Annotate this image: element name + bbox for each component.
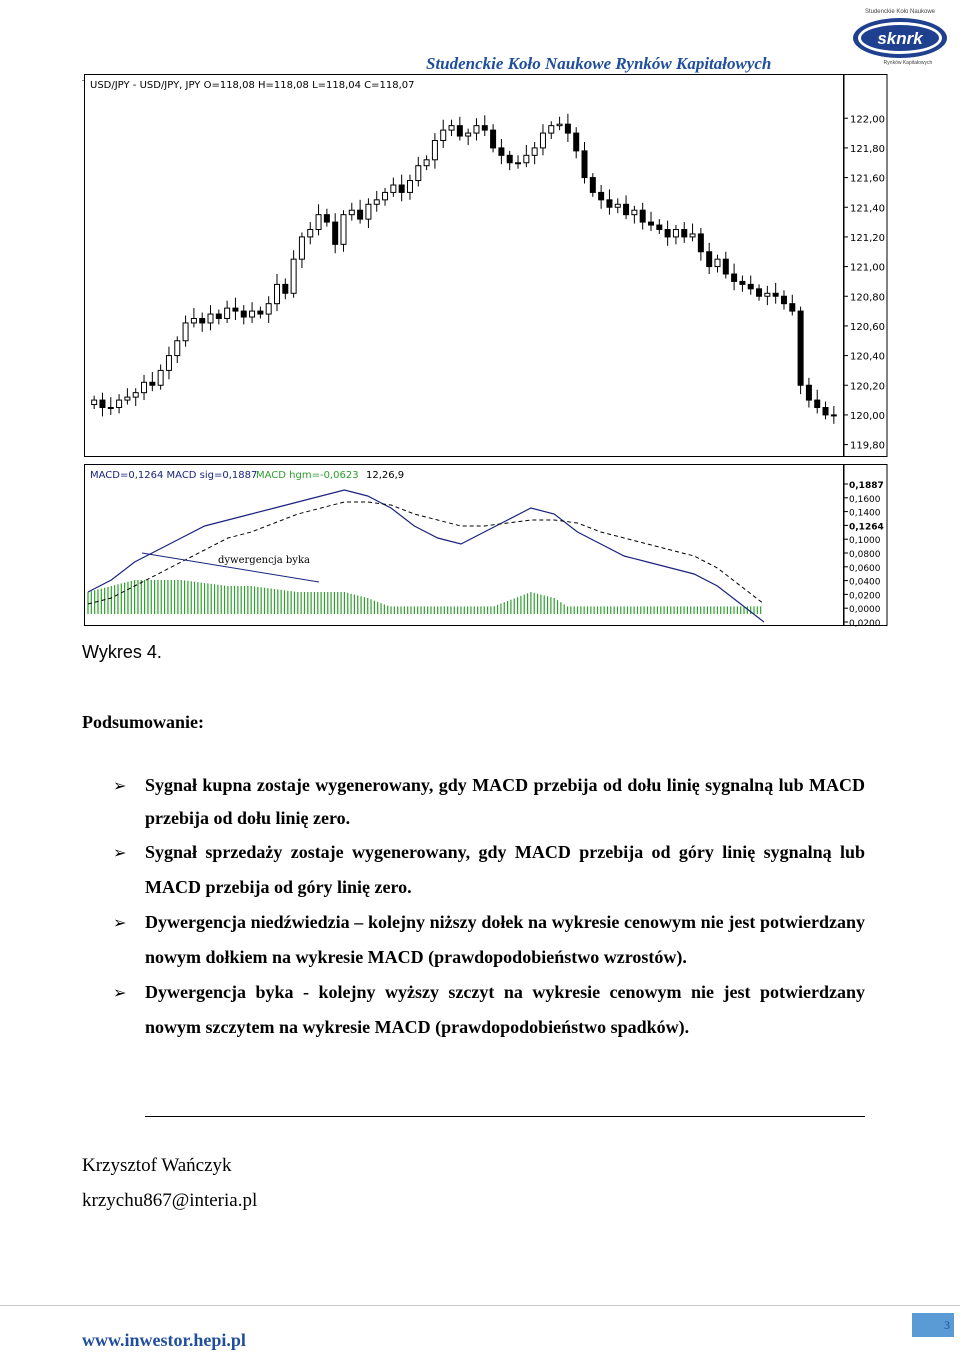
candle-body [474, 126, 479, 133]
page-number: 3 [912, 1313, 954, 1337]
candle-body [200, 319, 205, 323]
candle-body [765, 293, 770, 296]
candle-body [233, 308, 238, 311]
price-tick-label: 120,20 [850, 381, 885, 393]
candle-body [183, 323, 188, 341]
price-tick-label: 121,20 [850, 232, 885, 244]
candle-body [216, 314, 221, 318]
price-tick-label: 120,80 [850, 292, 885, 304]
candle-body [532, 148, 537, 155]
divergence-annotation: dywergencja byka [218, 555, 310, 566]
candle-body [291, 259, 296, 293]
candle-body [698, 234, 703, 252]
macd-axis-ticks [844, 481, 884, 627]
candle-body [275, 284, 280, 303]
price-tick-label: 120,00 [850, 410, 885, 422]
candle-body [466, 133, 471, 136]
candle-body [241, 311, 246, 317]
candle-body [424, 160, 429, 166]
candle-body [391, 185, 396, 192]
candle-body [108, 408, 113, 409]
candle-body [599, 192, 604, 199]
macd-tick-label: 0,1000 [849, 536, 881, 547]
candle-body [133, 393, 138, 397]
candle-body [682, 230, 687, 237]
candle-body [715, 259, 720, 266]
macd-tick-label: 0,0800 [849, 550, 881, 560]
macd-hist-label: MACD hgm=-0,0623 [256, 470, 359, 481]
macd-tick-label: 0,1600 [849, 494, 881, 505]
candle-body [815, 400, 820, 407]
section-title: Podsumowanie: [82, 712, 205, 732]
candle-body [441, 130, 446, 140]
candle-body [516, 163, 521, 164]
candle-body [117, 400, 122, 407]
candle-body [457, 126, 462, 136]
list-item: ➢ Dywergencja byka - kolejny wyższy szczyt na wykresie cenowym nie jest potwierdzany nowym szczytem na wykresie MACD (prawdopodobieństwo spadków). [113, 975, 865, 1045]
candle-body [748, 284, 753, 288]
candle-body [166, 356, 171, 371]
price-macd-chart [84, 74, 888, 627]
list-item: ➢ Dywergencja niedźwiedzia – kolejny niższy dołek na wykresie cenowym nie jest potwierdzany nowym dołkiem na wykresie MACD (prawdopodobieństwo wzrostów). [113, 905, 865, 975]
price-tick-label: 121,40 [850, 203, 885, 215]
sknrk-logo [846, 2, 954, 68]
candle-body [225, 308, 230, 318]
candle-body [283, 284, 288, 293]
price-tick-label: 120,60 [850, 321, 885, 333]
candle-body [673, 230, 678, 237]
candle-body [615, 204, 620, 207]
figure-caption: Wykres 4. [82, 642, 162, 662]
candle-body [341, 215, 346, 245]
candle-body [366, 204, 371, 219]
candle-body [449, 126, 454, 130]
macd-tick-label: 0,0200 [849, 591, 881, 602]
candle-body [299, 237, 304, 259]
macd-label: MACD=0,1264 MACD sig=0,1887 [90, 470, 258, 481]
list-item: ➢ Sygnał sprzedaży zostaje wygenerowany, gdy MACD przebija od góry linię sygnalną lub MACD przebija od góry linię zero. [113, 835, 865, 905]
price-panel [85, 75, 844, 457]
candle-body [150, 382, 155, 385]
price-label: USD/JPY - USD/JPY, JPY O=118,08 H=118,08 L=118,04 C=118,07 [90, 80, 415, 91]
price-tick-label: 122,00 [850, 114, 885, 126]
author-name: Krzysztof Wańczyk [82, 1155, 232, 1176]
candle-body [324, 215, 329, 222]
candle-body [482, 126, 487, 130]
candle-body [565, 124, 570, 133]
candle-body [540, 133, 545, 148]
summary-list [113, 769, 865, 1045]
candle-body [407, 181, 412, 193]
footer-divider [0, 1305, 960, 1306]
candle-body [92, 400, 97, 404]
list-item: ➢ Sygnał kupna zostaje wygenerowany, gdy MACD przebija od dołu linię sygnalną lub MACD przebija od dołu linię zero. [113, 769, 865, 835]
candle-body [590, 178, 595, 193]
candle-body [258, 311, 263, 314]
candle-body [831, 415, 836, 416]
candle-body [142, 382, 147, 392]
candle-body [773, 293, 778, 296]
candle-body [649, 222, 654, 225]
candle-body [125, 397, 130, 400]
macd-tick-label: 0,0400 [849, 577, 881, 588]
candle-body [250, 311, 255, 317]
macd-tick-label: 0,0600 [849, 563, 881, 574]
candle-body [582, 151, 587, 178]
candle-body [665, 230, 670, 237]
macd-tick-label: 0,0200 [849, 619, 881, 627]
candle-body [316, 215, 321, 230]
candle-body [557, 124, 562, 125]
candle-body [624, 204, 629, 214]
logo-text: sknrk [877, 29, 923, 48]
candle-body [399, 185, 404, 192]
candle-body [432, 141, 437, 160]
candle-body [416, 166, 421, 181]
header-title: Studenckie Koło Naukowe Rynków Kapitałowych [426, 54, 772, 73]
candle-body [732, 274, 737, 281]
macd-time: 12,26,9 [366, 470, 405, 481]
candle-body [349, 210, 354, 214]
candle-body [632, 210, 637, 214]
macd-tick-label: 0,1887 [849, 481, 884, 491]
macd-tick-label: 0,1400 [849, 508, 881, 519]
candle-body [383, 192, 388, 199]
candle-body [798, 311, 803, 385]
candle-body [524, 155, 529, 162]
logo-arc-top: Studenckie Koło Naukowe [864, 9, 936, 15]
candle-body [100, 400, 105, 407]
candle-body [790, 304, 795, 311]
candle-body [723, 259, 728, 274]
candle-body [266, 304, 271, 314]
candle-body [549, 126, 554, 133]
price-tick-label: 121,00 [850, 262, 885, 274]
candle-body [607, 200, 612, 207]
candle-body [491, 130, 496, 148]
candle-body [781, 296, 786, 303]
candle-body [757, 289, 762, 296]
candle-body [191, 319, 196, 323]
candle-body [374, 200, 379, 204]
candle-body [208, 314, 213, 323]
candle-body [358, 210, 363, 219]
author-email[interactable]: krzychu867@interia.pl [82, 1190, 258, 1211]
candle-body [333, 222, 338, 244]
section-end-divider [145, 1116, 865, 1117]
macd-tick-label: 0,0000 [849, 605, 881, 616]
candle-body [175, 341, 180, 356]
candle-body [690, 234, 695, 237]
candle-body [806, 385, 811, 400]
price-tick-label: 121,60 [850, 173, 885, 185]
candle-body [823, 408, 828, 415]
macd-tick-label: 0,1264 [849, 522, 884, 533]
candle-body [707, 252, 712, 267]
price-tick-label: 121,80 [850, 143, 885, 155]
price-tick-label: 119,80 [850, 440, 885, 452]
candle-body [574, 133, 579, 151]
candle-body [308, 230, 313, 237]
price-tick-label: 120,40 [850, 351, 885, 363]
candle-body [158, 370, 163, 385]
candle-body [640, 210, 645, 222]
candle-body [740, 281, 745, 284]
logo-arc-bottom: Rynków Kapitałowych [883, 60, 933, 66]
candle-body [507, 155, 512, 162]
candle-body [657, 225, 662, 229]
footer-website-link[interactable]: www.inwestor.hepi.pl [82, 1330, 246, 1350]
candle-body [499, 148, 504, 155]
